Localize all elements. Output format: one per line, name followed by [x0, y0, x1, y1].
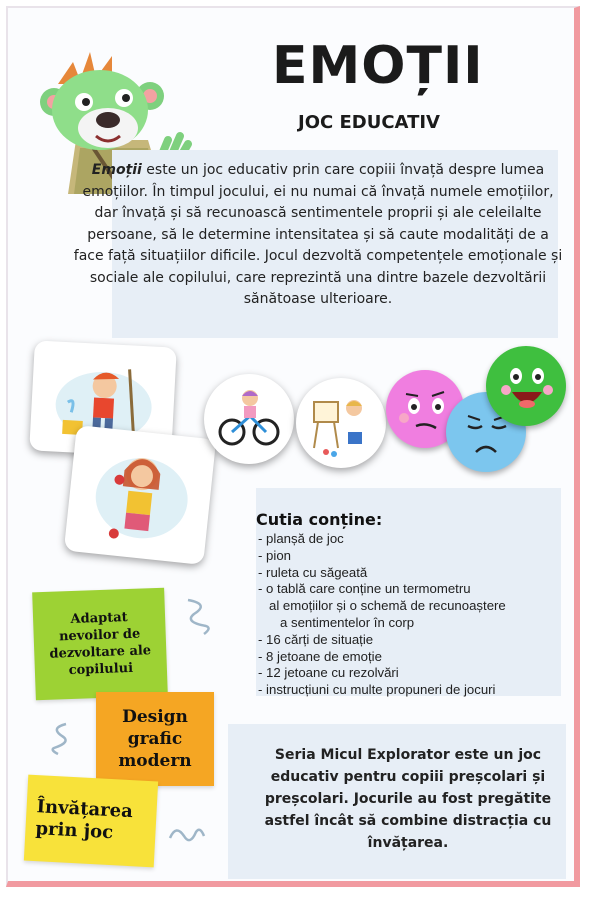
squiggle-icon: [166, 820, 206, 850]
token-painting: [296, 378, 386, 468]
squiggle-icon: [46, 720, 76, 756]
sticky-note-development-text: Adaptat nevoilor de dezvoltare ale copilului: [49, 610, 152, 679]
series-description: Seria Micul Explorator este un joc educativ pentru copiii preșcolari și preșcolari. Jocurile au fost pregătite astfel încât să combine distracția cu învățarea.: [264, 747, 552, 851]
squiggle-icon: [182, 596, 216, 636]
contents-list: [258, 531, 506, 699]
list-item: - ruleta cu săgeată: [258, 564, 368, 580]
sticky-note-development: [32, 588, 168, 701]
list-item: - 16 cărți de situație: [258, 631, 374, 647]
intro-lead: Emoții: [91, 162, 142, 178]
girl-bike-token-icon: [204, 374, 294, 464]
list-item: - o tablă care conține un termometru al emoțiilor și o schemă de recunoaștere a sentimentelor în corp: [258, 581, 506, 630]
intro-paragraph: [72, 160, 564, 311]
list-item: - 12 jetoane cu rezolvări: [258, 665, 399, 681]
sticky-note-learning-text: Învățarea prin joc: [34, 796, 134, 844]
token-bike: [204, 374, 294, 464]
girl-hurt-card-icon: [64, 425, 216, 565]
situation-card-girl: [64, 425, 216, 565]
list-item: - 8 jetoane de emoție: [258, 648, 382, 664]
page-subtitle: JOC EDUCATIV: [298, 112, 440, 133]
list-item: - pion: [258, 547, 291, 563]
list-item: - planșă de joc: [258, 531, 344, 546]
sticky-note-design-text: Design grafic modern: [118, 707, 192, 771]
happy-face-icon: [486, 346, 566, 426]
sticky-note-learning: [24, 775, 158, 868]
intro-text: este un joc educativ prin care copiii învață despre lumea emoțiilor. În timpul jocului, ei nu numai că învață numele emoțiilor, dar învață și să recunoască sentimentele proprii și ale celeilalte persoane, să le determine intensitatea și să caute modalități de a face față situațiilor dificile. Jocul dezvoltă competențele emoționale și sociale ale copilului, care reprezintă una dintre bazele dezvoltării sănătoase ulterioare.: [73, 162, 563, 307]
page-title: EMOȚII: [272, 36, 484, 96]
list-item: - instrucțiuni cu multe propuneri de jocuri: [258, 682, 496, 698]
contents-title: Cutia conține:: [256, 510, 383, 529]
girl-painting-token-icon: [296, 378, 386, 468]
happy-face: [486, 346, 566, 426]
sticky-note-design: [96, 692, 214, 786]
